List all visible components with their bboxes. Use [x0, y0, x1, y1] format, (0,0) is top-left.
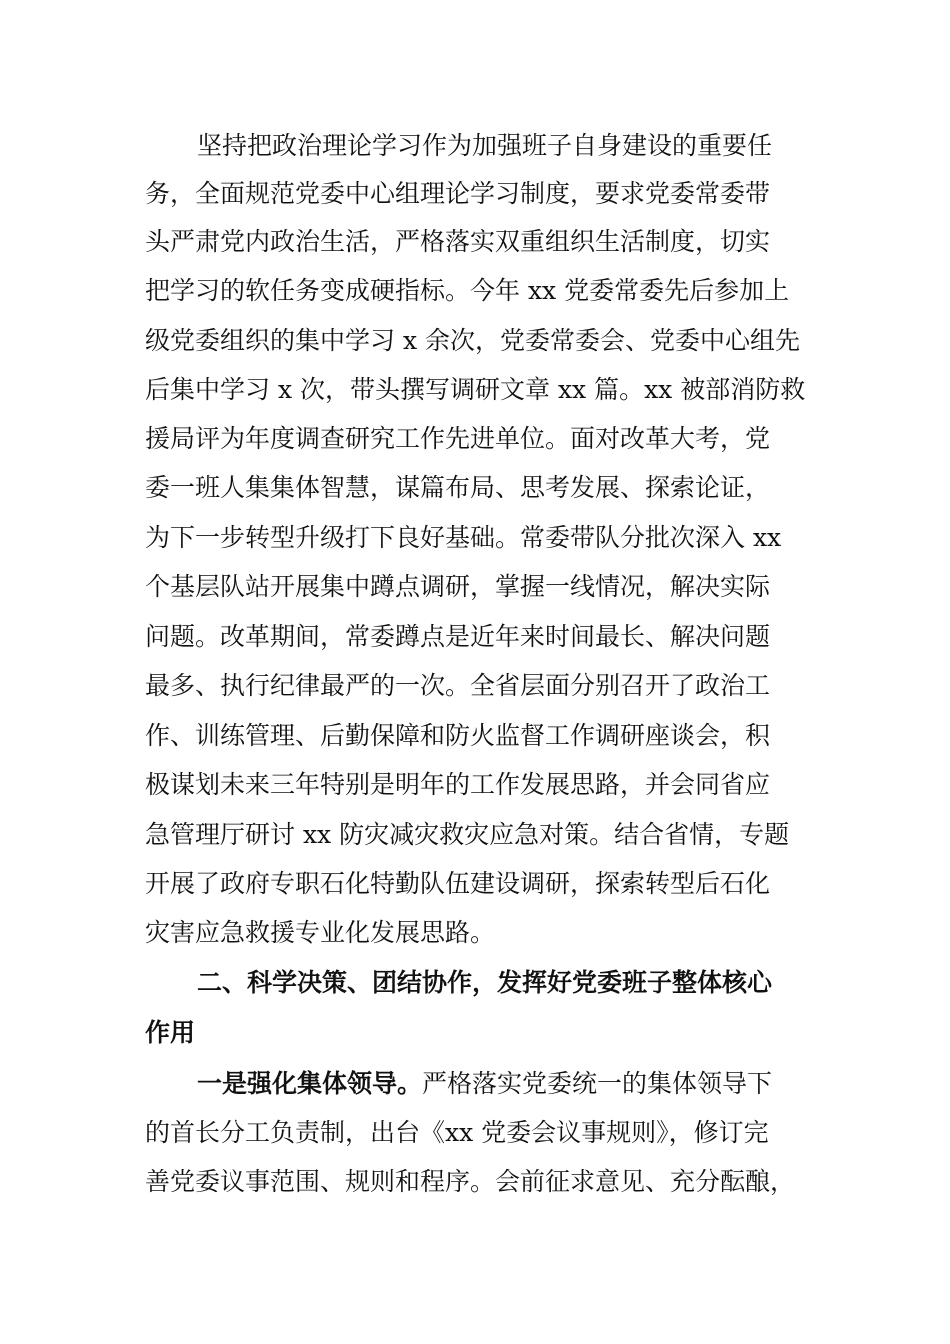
- paragraph-2-line-2: 的首长分工负责制，出台《xx 党委会议事规则》，修订完: [145, 1118, 769, 1147]
- paragraph-1-line-16: 开展了政府专职石化特勤队伍建设调研，探索转型后石化: [145, 869, 771, 898]
- paragraph-1-line-5: 级党委组织的集中学习 x 余次，党委常委会、党委中心组先: [145, 326, 800, 355]
- paragraph-1-line-15: 急管理厅研讨 xx 防灾减灾救灾应急对策。结合省情，专题: [145, 820, 790, 849]
- paragraph-1-line-7: 援局评为年度调查研究工作先进单位。面对改革大考，党: [145, 424, 771, 453]
- paragraph-1-line-9: 为下一步转型升级打下良好基础。常委带队分批次深入 xx: [145, 523, 782, 552]
- paragraph-1-line-2: 务，全面规范党委中心组理论学习制度，要求党委常委带: [145, 179, 771, 208]
- paragraph-2-lead: 一是强化集体领导。: [197, 1069, 423, 1098]
- section-heading-line-2: 作用: [145, 1018, 196, 1047]
- paragraph-1-line-11: 问题。改革期间，常委蹲点是近年来时间最长、解决问题: [145, 622, 771, 651]
- paragraph-1-line-12: 最多、执行纪律最严的一次。全省层面分别召开了政治工: [145, 671, 771, 700]
- paragraph-1-line-4: 把学习的软任务变成硬指标。今年 xx 党委常委先后参加上: [145, 276, 790, 305]
- paragraph-1-line-14: 极谋划未来三年特别是明年的工作发展思路，并会同省应: [145, 770, 771, 799]
- paragraph-2-line-1: [197, 1064, 772, 1104]
- paragraph-2-line-1-text: 严格落实党委统一的集体领导下: [422, 1069, 773, 1098]
- paragraph-1-line-8: 委一班人集集体智慧，谋篇布局、思考发展、探索论证，: [145, 473, 771, 502]
- paragraph-1-line-17: 灾害应急救援专业化发展思路。: [145, 918, 496, 947]
- paragraph-1-line-1: 坚持把政治理论学习作为加强班子自身建设的重要任: [197, 131, 773, 160]
- paragraph-2-line-3: 善党委议事范围、规则和程序。会前征求意见、充分酝酿，: [145, 1167, 796, 1196]
- paragraph-1-line-10: 个基层队站开展集中蹲点调研，掌握一线情况，解决实际: [145, 572, 771, 601]
- paragraph-1-line-6: 后集中学习 x 次，带头撰写调研文章 xx 篇。xx 被部消防救: [145, 375, 806, 404]
- paragraph-1-line-3: 头严肃党内政治生活，严格落实双重组织生活制度，切实: [145, 227, 771, 256]
- paragraph-1-line-13: 作、训练管理、后勤保障和防火监督工作调研座谈会，积: [145, 721, 771, 750]
- section-heading-line-1: 二、科学决策、团结协作，发挥好党委班子整体核心: [197, 968, 773, 997]
